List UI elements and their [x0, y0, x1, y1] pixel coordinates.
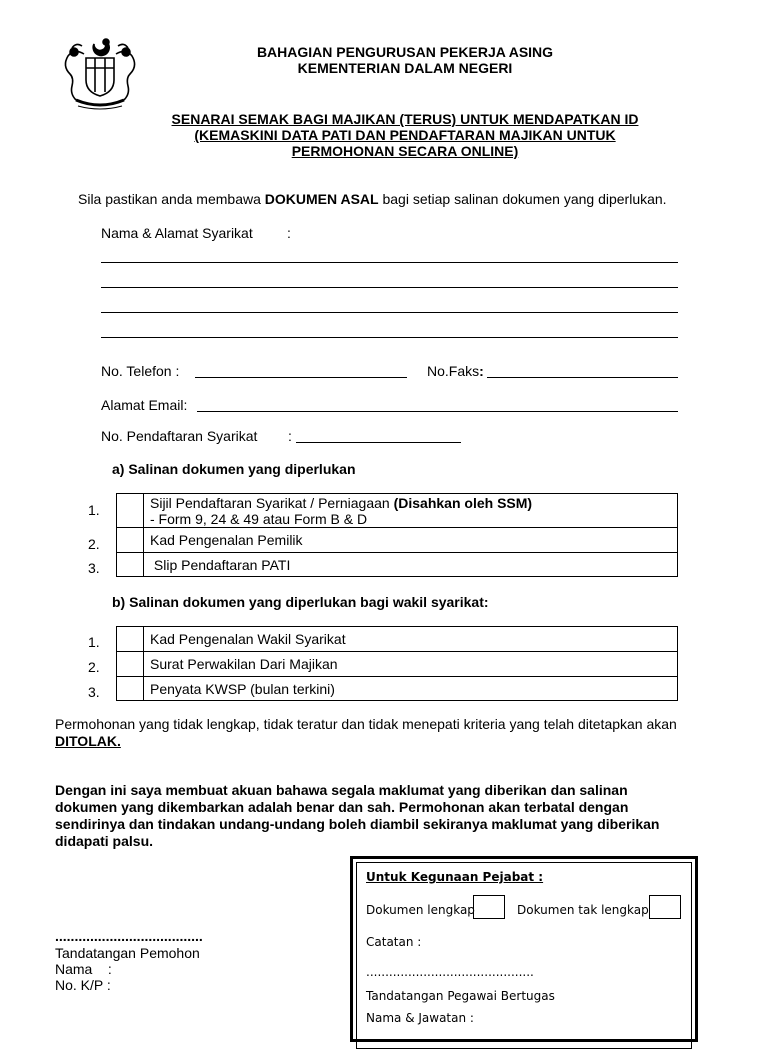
item-a1-subtext: - Form 9, 24 & 49 atau Form B & D	[150, 510, 368, 527]
officer-name-title-label: Nama & Jawatan :	[366, 1011, 474, 1025]
phone-label: No. Telefon :	[101, 363, 180, 379]
table-row	[117, 528, 678, 553]
applicant-signature-block	[55, 945, 200, 993]
title-line-1: SENARAI SEMAK BAGI MAJIKAN (TERUS) UNTUK MENDAPATKAN ID	[171, 111, 639, 127]
office-use-title: Untuk Kegunaan Pejabat :	[366, 870, 544, 884]
item-b1-text: Kad Pengenalan Wakil Syarikat	[144, 627, 678, 652]
table-row	[117, 652, 678, 677]
fax-field[interactable]	[487, 377, 678, 378]
intro-before: Sila pastikan anda membawa	[78, 191, 265, 207]
section-a-checklist	[116, 493, 678, 577]
government-crest-logo	[58, 34, 142, 114]
table-row	[117, 677, 678, 701]
declaration-line-1: Dengan ini saya membuat akuan bahawa segala maklumat yang diberikan dan salinan	[55, 782, 628, 798]
complete-checkbox[interactable]	[473, 895, 505, 919]
address-line-1[interactable]	[101, 262, 678, 263]
document-title	[130, 111, 680, 159]
signature-label: Tandatangan Pemohon	[55, 945, 200, 961]
incomplete-label: Dokumen tak lengkap	[517, 903, 649, 917]
checkbox-a3[interactable]	[117, 553, 144, 577]
checkbox-a1[interactable]	[117, 494, 144, 528]
address-line-3[interactable]	[101, 312, 678, 313]
item-a3-text: Slip Pendaftaran PATI	[144, 553, 678, 577]
item-b2-number: 2.	[88, 659, 100, 675]
intro-bold: DOKUMEN ASAL	[264, 191, 379, 207]
officer-signature-label: Tandatangan Pegawai Bertugas	[366, 989, 555, 1003]
address-line-2[interactable]	[101, 287, 678, 288]
officer-signature-dots[interactable]: ............................................	[366, 965, 534, 979]
incomplete-checkbox[interactable]	[649, 895, 681, 919]
phone-field[interactable]	[195, 377, 407, 378]
header-line-2: KEMENTERIAN DALAM NEGERI	[297, 60, 513, 76]
notice-rejected: DITOLAK.	[55, 733, 121, 749]
email-field[interactable]	[197, 411, 678, 412]
regno-colon: :	[288, 428, 292, 444]
fax-label-wrap	[427, 363, 484, 379]
company-colon: :	[287, 225, 291, 241]
item-a3-number: 3.	[88, 560, 100, 576]
declaration-line-2: dokumen yang dikembarkan adalah benar dan sah. Permohonan akan terbatal dengan	[55, 799, 629, 815]
checkbox-b1[interactable]	[117, 627, 144, 652]
item-a1-label: Sijil Pendaftaran Syarikat / Perniagaan	[150, 494, 394, 511]
regno-field[interactable]	[296, 442, 461, 443]
item-a2-text: Kad Pengenalan Pemilik	[144, 528, 678, 553]
section-a-heading: a) Salinan dokumen yang diperlukan	[112, 461, 356, 477]
declaration-line-3: sendirinya dan tindakan undang-undang boleh diambil sekiranya maklumat yang diberikan	[55, 816, 660, 832]
declaration-line-4: didapati palsu.	[55, 833, 154, 849]
table-row	[117, 494, 678, 528]
regno-label: No. Pendaftaran Syarikat	[101, 428, 258, 444]
item-a2-number: 2.	[88, 536, 100, 552]
agency-name	[180, 44, 630, 76]
complete-label: Dokumen lengkap	[366, 903, 475, 917]
intro-after: bagi setiap salinan dokumen yang diperlukan.	[378, 191, 667, 207]
item-b1-number: 1.	[88, 634, 100, 650]
checkbox-a2[interactable]	[117, 528, 144, 553]
company-label: Nama & Alamat Syarikat	[101, 225, 253, 241]
item-b3-text: Penyata KWSP (bulan terkini)	[144, 677, 678, 701]
office-use-box	[350, 856, 698, 1042]
checkbox-b2[interactable]	[117, 652, 144, 677]
section-b-checklist	[116, 626, 678, 701]
intro-text	[78, 191, 667, 207]
title-line-3: PERMOHONAN SECARA ONLINE)	[291, 143, 519, 159]
title-line-2: (KEMASKINI DATA PATI DAN PENDAFTARAN MAJIKAN UNTUK	[194, 127, 616, 143]
item-a1-number: 1.	[88, 502, 100, 518]
applicant-ic-label: No. K/P :	[55, 977, 111, 993]
item-a1-bold: (Disahkan oleh SSM)	[393, 494, 533, 511]
rejection-notice	[55, 716, 715, 750]
table-row	[117, 627, 678, 652]
fax-label: No.Faks	[427, 363, 480, 379]
header-line-1: BAHAGIAN PENGURUSAN PEKERJA ASING	[256, 44, 554, 60]
fax-colon: :	[479, 363, 484, 379]
item-b2-text: Surat Perwakilan Dari Majikan	[144, 652, 678, 677]
email-label: Alamat Email:	[101, 397, 188, 413]
item-b3-number: 3.	[88, 684, 100, 700]
notice-text: Permohonan yang tidak lengkap, tidak teratur dan tidak menepati kriteria yang telah ditetapkan akan	[55, 716, 677, 732]
section-b-heading: b) Salinan dokumen yang diperlukan bagi wakil syarikat:	[112, 594, 489, 610]
signature-dots[interactable]: ......................................	[55, 928, 203, 944]
table-row	[117, 553, 678, 577]
applicant-name-label: Nama :	[55, 961, 112, 977]
notes-label: Catatan :	[366, 935, 422, 949]
declaration-text	[55, 782, 715, 850]
item-a1-text	[144, 494, 678, 528]
address-line-4[interactable]	[101, 337, 678, 338]
checkbox-b3[interactable]	[117, 677, 144, 701]
